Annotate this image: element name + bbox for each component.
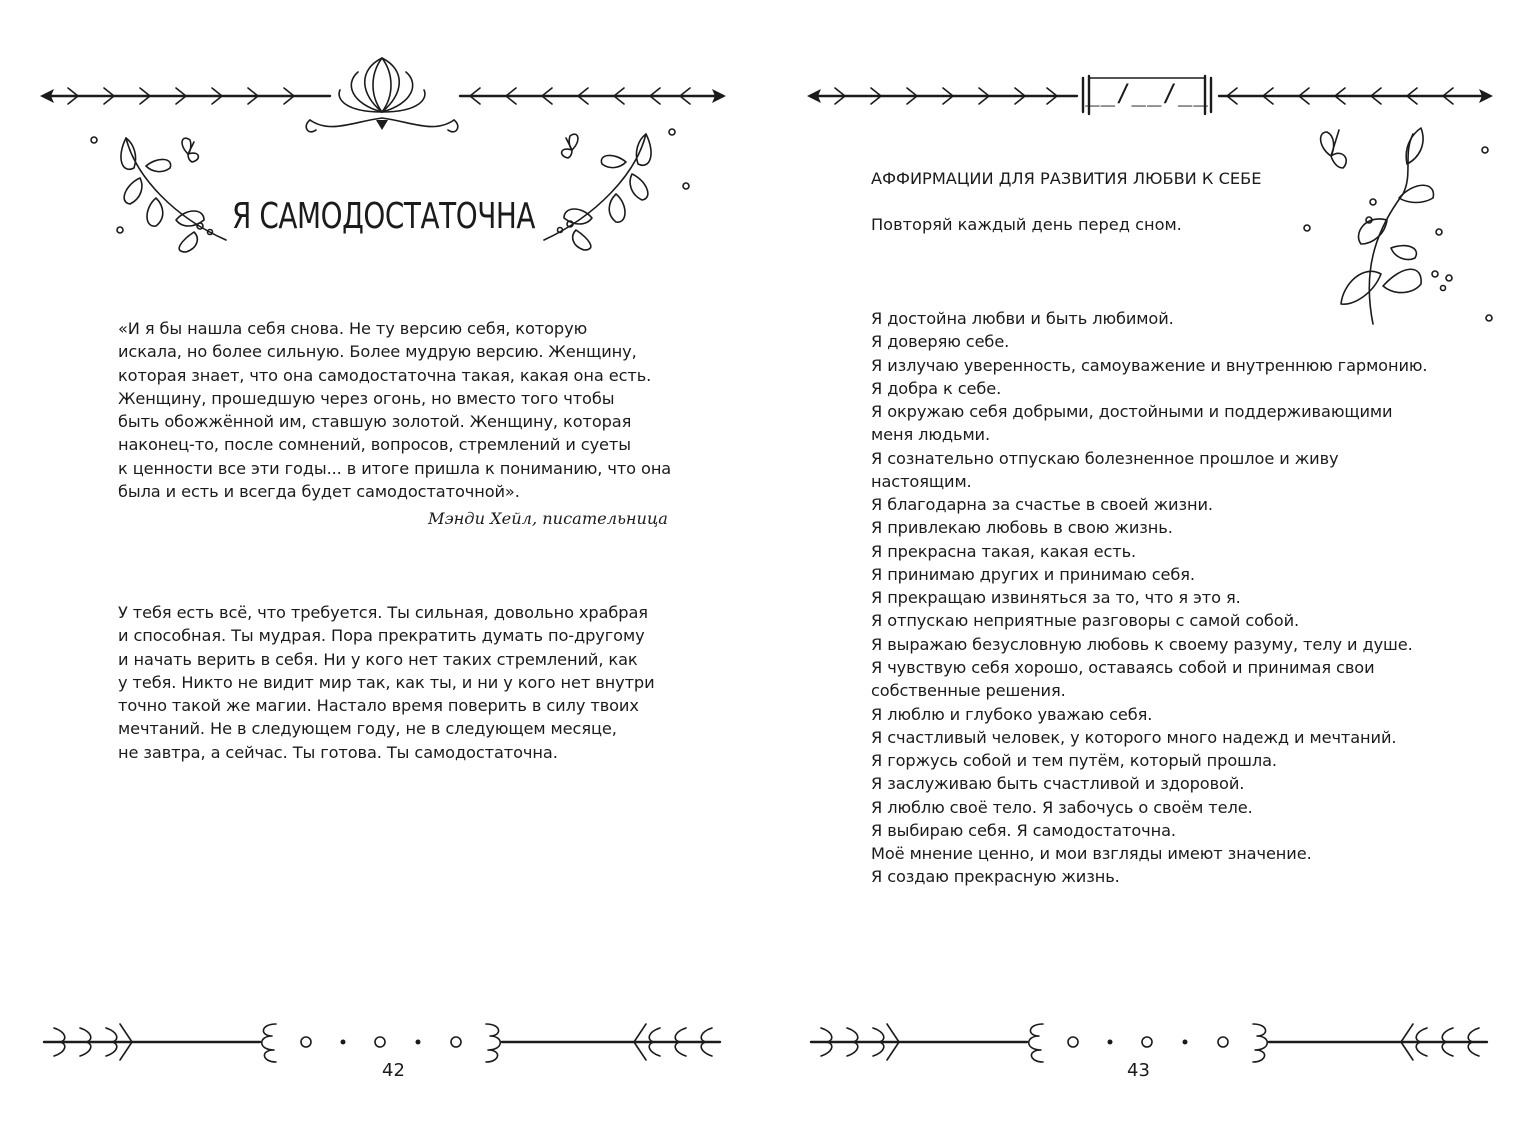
left-page	[0, 0, 766, 1125]
laurel-branch-right-icon	[536, 124, 696, 258]
page-number: 42	[382, 1060, 405, 1081]
page-title: Я САМОДОСТАТОЧНА	[232, 196, 536, 237]
affirmation-item: Я люблю и глубоко уважаю себя.	[871, 704, 1153, 724]
affirmation-item: Я принимаю других и принимаю себя.	[871, 564, 1195, 584]
affirmation-item: Я привлекаю любовь в свою жизнь.	[871, 518, 1173, 538]
affirmations-subheading: Повторяй каждый день перед сном.	[871, 215, 1182, 234]
affirmation-item: Я доверяю себе.	[871, 332, 1010, 352]
motivation-paragraph: У тебя есть всё, что требуется. Ты сильная, довольно храбрая и способная. Ты мудрая. Пора прекратить думать по-другому и начать верить в себя. Ни у кого нет таких стремлений, как у тебя. Никто не видит мир так, как ты, и ни у кого нет внутри точно такой же магии. Настало время поверить в силу твоих мечтаний. Не в следующем году, не в следующем месяце, не завтра, а сейчас. Ты готова. Ты самодостаточна.	[118, 603, 655, 762]
flower-stem-icon	[1303, 124, 1503, 334]
affirmation-item: Я отпускаю неприятные разговоры с самой собой.	[871, 611, 1300, 631]
affirmation-item: Я чувствую себя хорошо, оставаясь собой и принимая свои собственные решения.	[871, 657, 1375, 701]
page-number: 43	[1127, 1060, 1150, 1081]
affirmation-item: Я окружаю себя добрыми, достойными и поддерживающими меня людьми.	[871, 402, 1393, 445]
affirmation-item: Я сознательно отпускаю болезненное прошлое и живу настоящим.	[871, 448, 1339, 491]
affirmation-item: Я заслуживаю быть счастливой и здоровой.	[871, 774, 1245, 794]
affirmation-item: Я излучаю уверенность, самоуважение и внутреннюю гармонию.	[871, 355, 1428, 375]
date-field[interactable]: __/__/__	[1085, 79, 1209, 107]
affirmations-list	[871, 307, 1431, 889]
affirmations-heading: АФФИРМАЦИИ ДЛЯ РАЗВИТИЯ ЛЮБВИ К СЕБЕ	[871, 169, 1262, 188]
affirmation-item: Моё мнение ценно, и мои взгляды имеют значение.	[871, 844, 1312, 864]
affirmation-item: Я достойна любви и быть любимой.	[871, 309, 1174, 328]
affirmation-item: Я создаю прекрасную жизнь.	[871, 867, 1120, 887]
affirmation-item: Я прекрасна такая, какая есть.	[871, 541, 1137, 561]
bottom-divider-icon	[807, 1018, 1497, 1068]
right-page	[767, 0, 1533, 1125]
quote-text: «И я бы нашла себя снова. Не ту версию себя, которую искала, но более сильную. Более мудрую версию. Женщину, которая знает, что она самодостаточна такая, какая она есть. Женщину, прошедшую через огонь, но вместо того чтобы быть обожжённой им, ставшую золотой. Женщину, которая наконец-то, после сомнений, вопросов, стремлений и суеты к ценности все эти годы... в итоге пришла к пониманию, что она была и есть и всегда будет самодостаточной».	[118, 319, 672, 502]
affirmation-item: Я выражаю безусловную любовь к своему разуму, телу и душе.	[871, 634, 1413, 654]
affirmation-item: Я счастливый человек, у которого много надежд и мечтаний.	[871, 727, 1397, 747]
affirmation-item: Я прекращаю извиняться за то, что я это я.	[871, 588, 1241, 608]
laurel-branch-left-icon	[86, 128, 236, 258]
affirmation-item: Я горжусь собой и тем путём, который прошла.	[871, 751, 1277, 771]
affirmation-item: Я люблю своё тело. Я забочусь о своём теле.	[871, 797, 1253, 817]
affirmation-item: Я добра к себе.	[871, 378, 1002, 398]
quote-author: Мэнди Хейл, писательница	[428, 509, 668, 528]
affirmation-item: Я выбираю себя. Я самодостаточна.	[871, 820, 1176, 840]
affirmation-item: Я благодарна за счастье в своей жизни.	[871, 495, 1213, 515]
